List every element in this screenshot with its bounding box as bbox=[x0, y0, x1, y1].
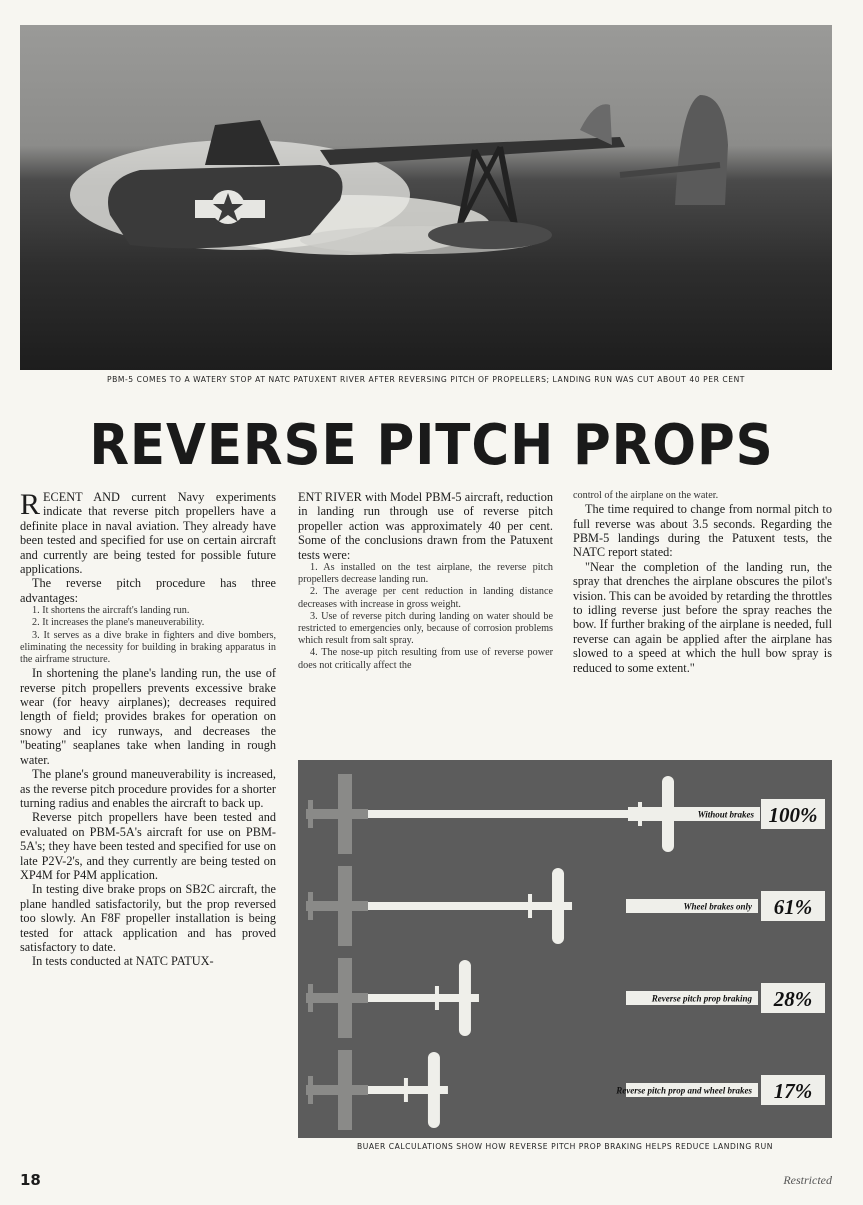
start-plane-fuselage bbox=[306, 809, 368, 819]
patuxent-paragraph-cont: ENT RIVER with Model PBM-5 aircraft, reduction in landing run through use of reverse pitch propeller action was approximately 40 per cent. Some of the conclusions drawn from the Patuxent tests were: bbox=[298, 490, 553, 562]
landing-run-chart-svg bbox=[298, 760, 832, 1138]
seaplane-photo bbox=[20, 25, 832, 370]
plane-fuselage bbox=[526, 902, 572, 910]
start-plane-tail bbox=[308, 892, 313, 920]
seaplane-illustration bbox=[20, 25, 832, 370]
advantage-1: 1. It shortens the aircraft's landing run. bbox=[32, 605, 190, 617]
percent-label: 61% bbox=[773, 895, 813, 919]
plane-fuselage bbox=[433, 994, 479, 1002]
plane-tail bbox=[528, 894, 532, 918]
testing-paragraph: Reverse pitch propellers have been tested and evaluated on PBM-5A's aircraft for use on PBM-5A's; they have been tested and specified for use on late P2V-2's, and they currently are being tested on XP4M for P4M application. bbox=[20, 810, 276, 882]
pitch-change-paragraph: The time required to change from normal pitch to full reverse was about 3.5 seconds. Regarding the PBM-5 landings during the Patuxent tests, the NATC report stated: bbox=[573, 502, 832, 560]
category-label: Without brakes bbox=[697, 809, 754, 820]
advantages-intro: The reverse pitch procedure has three advantages: bbox=[20, 576, 276, 605]
start-plane-fuselage bbox=[306, 1085, 368, 1095]
intro-paragraph: RECENT AND current Navy experiments indicate that reverse pitch propellers have a definite place in naval aviation. They already have been tested and specified for use on certain aircraft and currently are being tested for possible future applications. bbox=[20, 488, 276, 577]
dive-brake-paragraph: In testing dive brake props on SB2C aircraft, the plane handled satisfactorily, but the prop reversed too slowly. An F8F propeller installation is being tested for attack application and has proved satisfactory to date. bbox=[20, 882, 276, 954]
start-plane-tail bbox=[308, 800, 313, 828]
conclusion-2: 2. The average per cent reduction in landing distance decreases with increase in gross weight. bbox=[298, 586, 553, 610]
plane-fuselage bbox=[402, 1086, 448, 1094]
plane-tail bbox=[404, 1078, 408, 1102]
advantage-3: 3. It serves as a dive brake in fighters and dive bombers, eliminating the necessity for building in braking apparatus in the airframe structure. bbox=[20, 629, 276, 666]
natc-quote: "Near the completion of the landing run, the spray that drenches the airplane obscures the pilot's vision. This can be avoided by retarding the throttles to idling reverse just before the spray reaches the bow. If further braking of the airplane is needed, full reverse can again be applied after the airplane has slowed to a speed at which the hull bow spray is reduced to some extent." bbox=[573, 559, 832, 675]
percent-label: 17% bbox=[773, 1079, 813, 1103]
patuxent-paragraph-start: In tests conducted at NATC PATUX- bbox=[32, 954, 214, 969]
percent-label: 28% bbox=[773, 987, 813, 1011]
start-plane-tail bbox=[308, 1076, 313, 1104]
advantage-2: 2. It increases the plane's maneuverability. bbox=[32, 617, 205, 629]
plane-wing bbox=[459, 960, 471, 1036]
conclusion-4-cont: control of the airplane on the water. bbox=[573, 490, 719, 501]
conclusion-1: 1. As installed on the test airplane, the reverse pitch propellers decrease landing run. bbox=[298, 562, 553, 586]
column-1 bbox=[20, 490, 276, 969]
plane-wing bbox=[552, 868, 564, 944]
start-plane-tail bbox=[308, 984, 313, 1012]
runway-bar bbox=[356, 810, 638, 818]
photo-caption: PBM-5 COMES TO A WATERY STOP AT NATC PATUXENT RIVER AFTER REVERSING PITCH OF PROPELLERS; LANDING RUN WAS CUT ABOUT 40 PER CENT bbox=[106, 375, 745, 384]
runway-bar bbox=[356, 902, 528, 910]
landing-run-chart bbox=[298, 760, 832, 1138]
landing-run-paragraph: In shortening the plane's landing run, the use of reverse pitch propellers prevents excessive brake wear (for heavy airplanes); decreases required length of field; provides brakes for operation on snowy and icy runways, and decreases the "beating" seaplanes take when landing in rough water. bbox=[20, 666, 276, 767]
maneuverability-paragraph: The plane's ground maneuverability is increased, as the reverse pitch procedure provides for a shorter turning radius and enables the aircraft to back up. bbox=[20, 767, 276, 810]
column-3 bbox=[573, 490, 832, 675]
category-label: Reverse pitch prop and wheel brakes bbox=[616, 1085, 752, 1096]
page-number: 18 bbox=[20, 1171, 41, 1189]
chart-caption: BUAER CALCULATIONS SHOW HOW REVERSE PITCH PROP BRAKING HELPS REDUCE LANDING RUN bbox=[357, 1142, 773, 1151]
column-2 bbox=[298, 490, 553, 672]
percent-label: 100% bbox=[768, 803, 818, 827]
start-plane-fuselage bbox=[306, 901, 368, 911]
restricted-mark: Restricted bbox=[783, 1173, 832, 1187]
start-plane-fuselage bbox=[306, 993, 368, 1003]
drop-cap: R bbox=[20, 488, 41, 521]
conclusion-3: 3. Use of reverse pitch during landing on water should be restricted to emergencies only, because of corrosion problems which result from salt spray. bbox=[298, 610, 553, 647]
category-label: Reverse pitch prop braking bbox=[651, 993, 752, 1004]
category-label: Wheel brakes only bbox=[683, 901, 752, 912]
plane-tail bbox=[435, 986, 439, 1010]
headline: REVERSE PITCH PROPS bbox=[89, 413, 774, 478]
conclusion-4: 4. The nose-up pitch resulting from use of reverse power does not critically affect the bbox=[298, 647, 553, 671]
plane-wing bbox=[428, 1052, 440, 1128]
